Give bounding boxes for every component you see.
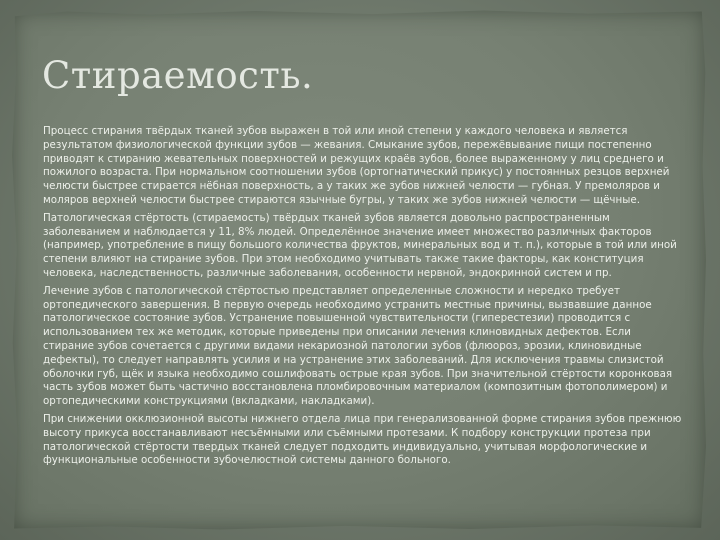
slide-body bbox=[43, 125, 683, 472]
paragraph-pathological-wear: Патологическая стёртость (стираемость) твёрдых тканей зубов является довольно распространенным заболеванием и наблюдается у 11, 8% людей. Определённое значение имеет множество различных факторов (например, употребление в пищу большого количества фруктов, минеральных вод и т. п.), которые в той или иной степени влияют на стирание зубов. При этом необходимо учитывать также такие факторы, как конституция человека, наследственность, различные заболевания, особенности нервной, эндокринной систем и пр. bbox=[43, 211, 677, 279]
paragraph-treatment: Лечение зубов с патологической стёртостью представляет определенные сложности и нередко требует ортопедического завершения. В первую очередь необходимо устранить местные причины, вызвавшие данное патологическое состояние зубов. Устранение повышенной чувствительности (гиперестезии) проводится с использованием тех же методик, которые приведены при описании лечения клиновидных дефектов. Если стирание зубов сочетается с другими видами некариозной патологии зубов (флюороз, эрозии, клиновидные дефекты), то следует направлять усилия и на устранение этих заболеваний. Для исключения травмы слизистой оболочки губ, щёк и языка необходимо сошлифовать острые края зубов. При значительной стёртости коронковая часть зубов может быть частично восстановлена пломбировочным материалом (композитным фотополимером) и ортопедическими конструкциями (вкладками, накладками). bbox=[43, 284, 673, 408]
slide-title: Стираемость. bbox=[42, 54, 314, 97]
paragraph-prosthetics: При снижении окклюзионной высоты нижнего отдела лица при генерализованной форме стирания зубов прежнюю высоту прикуса восстанавливают несъёмными или съёмными протезами. К подбору конструкции протеза при патологической стёртости твердых тканей следует подходить индивидуально, учитывая морфологические и функциональные особенности зубочелюстной системы данного больного. bbox=[43, 412, 682, 467]
paragraph-physiological-wear: Процесс стирания твёрдых тканей зубов выражен в той или иной степени у каждого человека и является результатом физиологической функции зубов — жевания. Смыкание зубов, пережёвывание пищи постепенно приводят к стиранию жевательных поверхностей и режущих краёв зубов, более выраженному у лиц среднего и пожилого возраста. При нормальном соотношении зубов (ортогнатический прикус) у постоянных резцов верхней челюсти быстрее стирается нёбная поверхность, а у таких же зубов нижней челюсти — губная. У премоляров и моляров верхней челюсти быстрее стираются язычные бугры, у таких же зубов нижней челюсти — щёчные. bbox=[43, 125, 670, 206]
